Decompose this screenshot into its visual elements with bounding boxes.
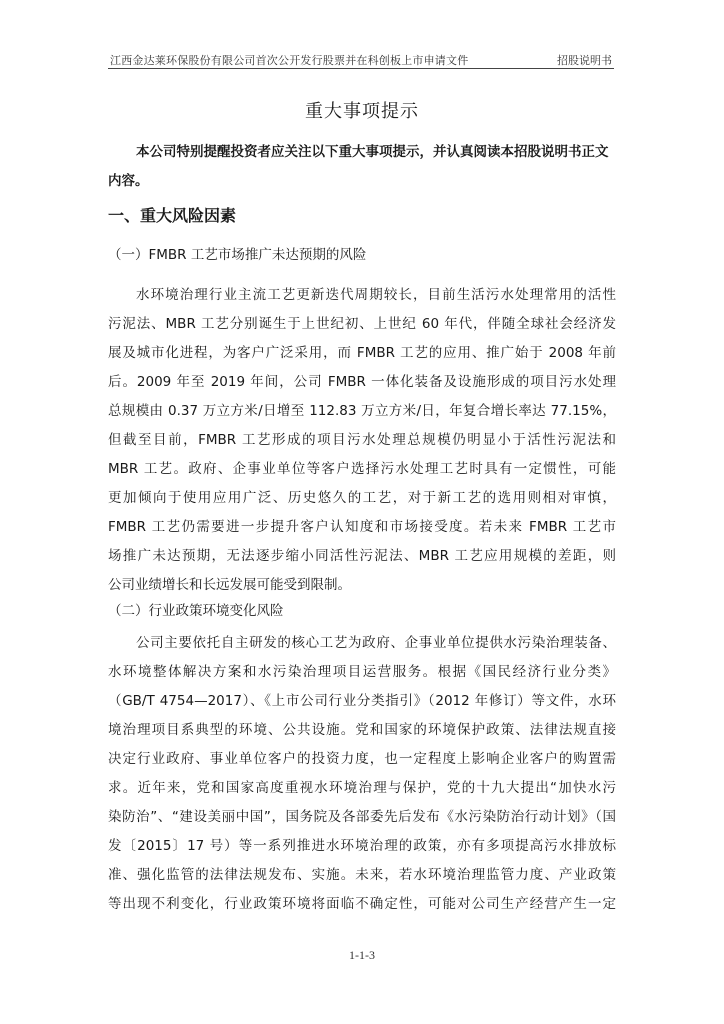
paragraph-policy-risk xyxy=(108,629,616,919)
text-line: 公司业绩增长和长远发展可能受到限制。 xyxy=(108,577,351,593)
text-line: 等出现不利变化，行业政策环境将面临不确定性，可能对公司生产经营产生一定 xyxy=(108,896,616,912)
page-number: 1-1-3 xyxy=(349,948,375,962)
text-line: 染防治”、“建设美丽中国”，国务院及各部委先后发布《水污染防治行动计划》（国 xyxy=(108,809,616,825)
text-line: 污泥法、MBR 工艺分别诞生于上世纪初、上世纪 60 年代，伴随全球社会经济发 xyxy=(108,316,616,332)
text-line: 但截至目前，FMBR 工艺形成的项目污水处理总规模仍明显小于活性污泥法和 xyxy=(108,432,616,448)
intro-paragraph: 本公司特别提醒投资者应关注以下重大事项提示，并认真阅读本招股说明书正文内容。 xyxy=(108,144,609,189)
text-line: 发〔2015〕17 号）等一系列推进水环境治理的政策，亦有多项提高污水排放标 xyxy=(108,838,616,854)
text-line: 场推广未达预期，无法逐步缩小同活性污泥法、MBR 工艺应用规模的差距，则 xyxy=(108,548,616,564)
text-line: 水环境整体解决方案和水污染治理项目运营服务。根据《国民经济行业分类》 xyxy=(108,664,616,680)
text-line: （GB/T 4754—2017）、《上市公司行业分类指引》（2012 年修订）等文件，水环 xyxy=(108,693,616,709)
subsection-heading-fmbr-risk: （一）FMBR 工艺市场推广未达预期的风险 xyxy=(108,247,367,263)
paragraph-fmbr-risk xyxy=(108,281,616,600)
section-heading-major-risks: 一、重大风险因素 xyxy=(108,206,237,225)
text-line: 求。近年来，党和国家高度重视水环境治理与保护，党的十九大提出“加快水污 xyxy=(108,780,616,796)
page-title: 重大事项提示 xyxy=(305,101,419,122)
header-document-title: 江西金达莱环保股份有限公司首次公开发行股票并在科创板上市申请文件 xyxy=(110,54,469,67)
subsection-heading-policy-risk: （二）行业政策环境变化风险 xyxy=(108,603,284,619)
text-line: 总规模由 0.37 万立方米/日增至 112.83 万立方米/日，年复合增长率达 77.15%， xyxy=(108,403,616,419)
text-line: 水环境治理行业主流工艺更新迭代周期较长，目前生活污水处理常用的活性 xyxy=(136,287,616,303)
page-header xyxy=(108,50,614,69)
text-line: MBR 工艺。政府、企事业单位等客户选择污水处理工艺时具有一定惯性，可能 xyxy=(108,461,616,477)
text-line: 后。2009 年至 2019 年间，公司 FMBR 一体化装备及设施形成的项目污水处理 xyxy=(108,374,616,390)
text-line: 境治理项目系典型的环境、公共设施。党和国家的环境保护政策、法律法规直接 xyxy=(108,722,616,738)
text-line: 决定行业政府、事业单位客户的投资力度，也一定程度上影响企业客户的购置需 xyxy=(108,751,616,767)
header-section-title: 招股说明书 xyxy=(557,54,612,67)
text-line: FMBR 工艺仍需要进一步提升客户认知度和市场接受度。若未来 FMBR 工艺市 xyxy=(108,519,616,535)
text-line: 展及城市化进程，为客户广泛采用，而 FMBR 工艺的应用、推广始于 2008 年前 xyxy=(108,345,616,361)
text-line: 准、强化监管的法律法规发布、实施。未来，若水环境治理监管力度、产业政策 xyxy=(108,867,616,883)
text-line: 更加倾向于使用应用广泛、历史悠久的工艺，对于新工艺的选用则相对审慎， xyxy=(108,490,616,506)
text-line: 公司主要依托自主研发的核心工艺为政府、企事业单位提供水污染治理装备、 xyxy=(136,635,616,651)
